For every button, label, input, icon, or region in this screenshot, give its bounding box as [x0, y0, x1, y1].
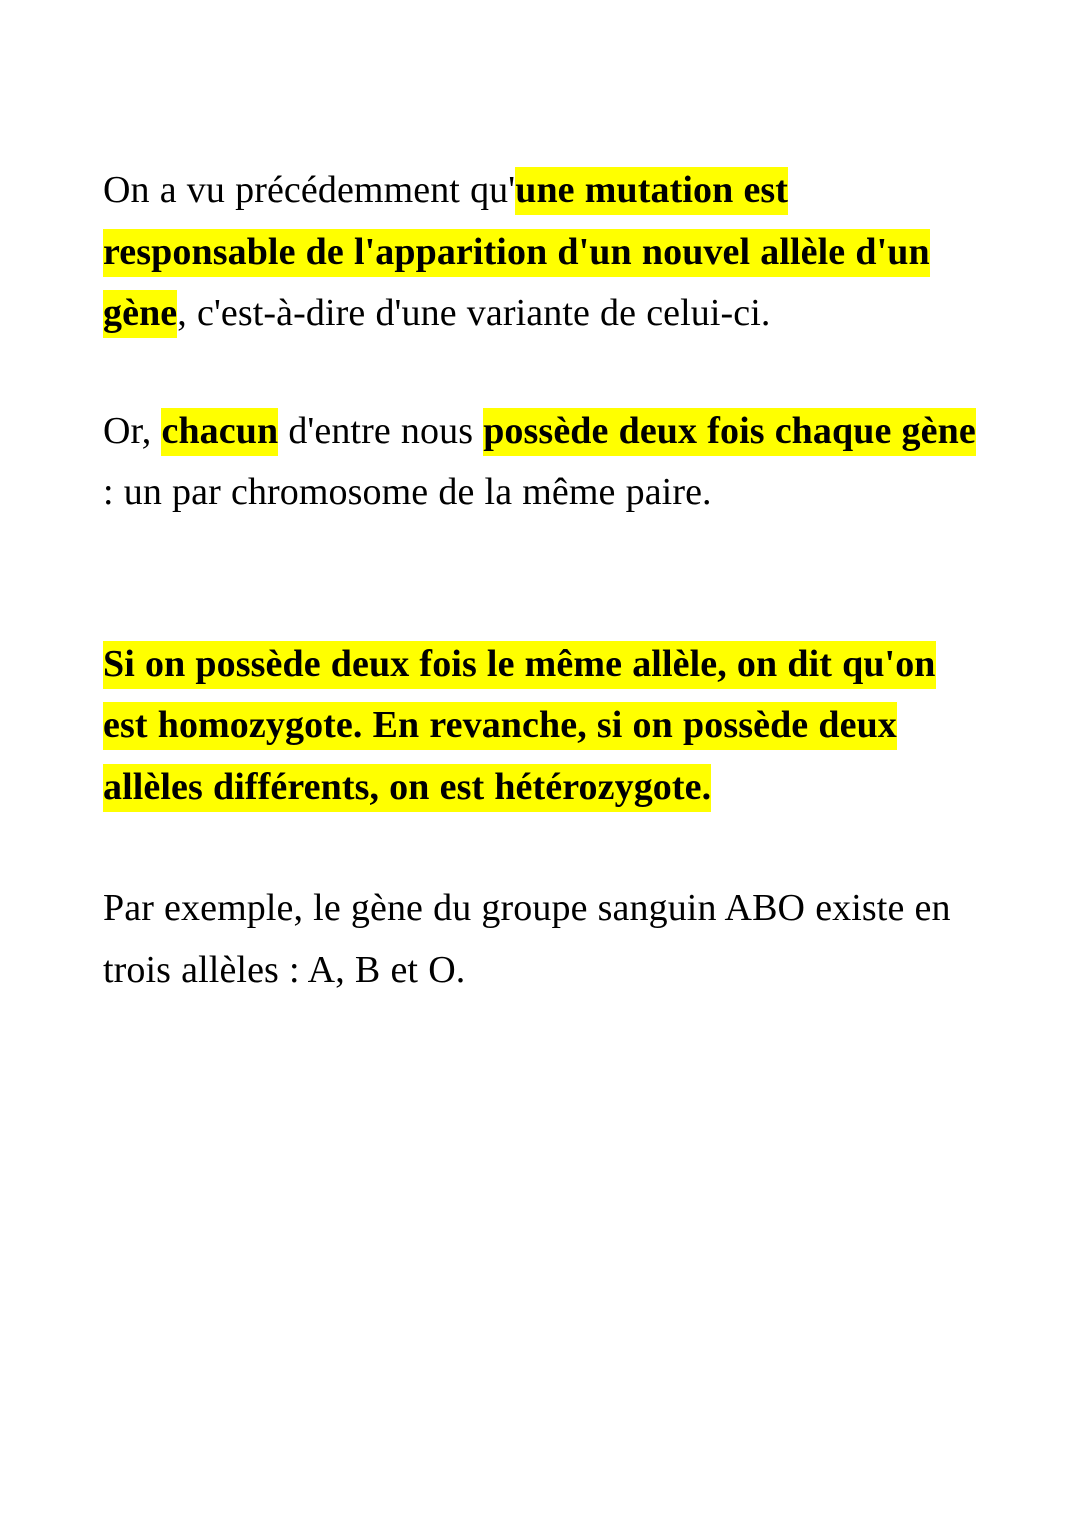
paragraph-spacer [103, 524, 980, 634]
paragraph-deux-fois-chaque-gene [103, 401, 980, 524]
text-run-plain: Or, [103, 409, 162, 452]
paragraph-homozygote-heterozygote [103, 634, 980, 819]
highlighted-text-run: chacun [161, 408, 278, 456]
highlighted-text-run: Si on possède deux fois le même allèle, on dit qu'on est homozygote. En revanche, si on possède deux allèles différents, on est hétérozygote. [103, 641, 936, 812]
paragraph-exemple-abo [103, 878, 980, 1001]
paragraph-spacer [103, 345, 980, 401]
text-run-plain: d'entre nous [278, 409, 484, 452]
highlighted-text-run: une mutation est responsable de l'apparition d'un nouvel allèle d'un gène [103, 167, 930, 338]
text-run-plain: On a vu précédemment qu' [103, 169, 516, 211]
paragraph-mutation-allele [103, 160, 980, 345]
text-run-plain: , c'est-à-dire d'une variante de celui-ci. [177, 292, 771, 335]
text-run-plain: : un par chromosome de la même paire. [103, 471, 712, 514]
highlighted-text-run: possède deux fois chaque gène [483, 408, 976, 456]
text-run-plain: Par exemple, le gène du groupe sanguin ABO existe en trois allèles : A, B et O. [103, 887, 951, 991]
paragraph-spacer [103, 818, 980, 878]
